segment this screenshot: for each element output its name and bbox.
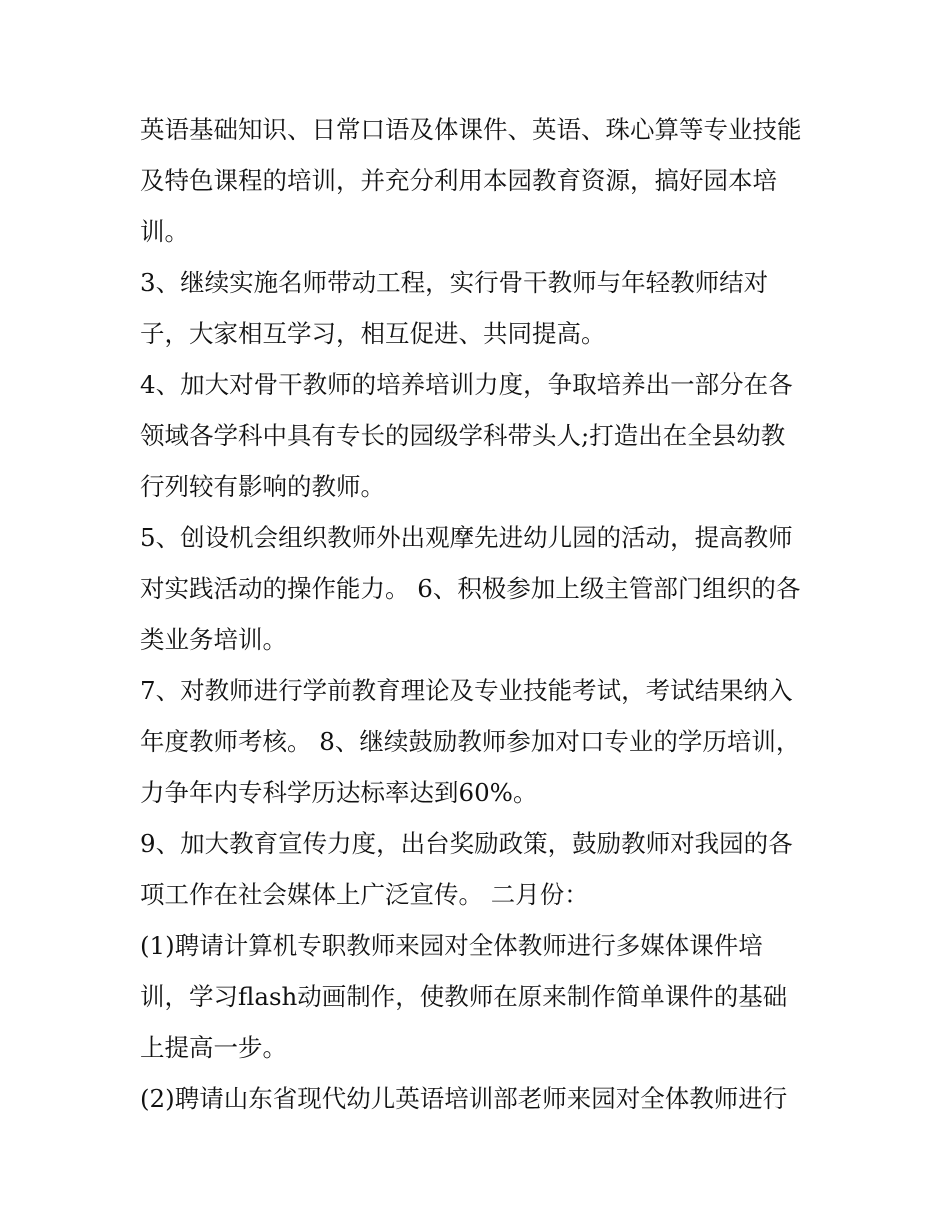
paragraph-february-2 bbox=[140, 1073, 820, 1124]
paragraph-item-3 bbox=[140, 257, 820, 359]
paragraph-item-9 bbox=[140, 818, 820, 920]
text-line: 4、加大对骨干教师的培养培训力度，争取培养出一部分在各 bbox=[140, 370, 793, 399]
text-line: 5、创设机会组织教师外出观摩先进幼儿园的活动，提高教师 bbox=[140, 523, 793, 552]
paragraph-item-7-8 bbox=[140, 665, 820, 818]
text-line: 英语基础知识、日常口语及体课件、英语、珠心算等专业技能 bbox=[140, 115, 802, 144]
text-line: 子，大家相互学习，相互促进、共同提高。 bbox=[140, 319, 606, 348]
text-line: 类业务培训。 bbox=[140, 625, 287, 654]
text-line: 7、对教师进行学前教育理论及专业技能考试，考试结果纳入 bbox=[140, 676, 793, 705]
text-line: 对实践活动的操作能力。 6、积极参加上级主管部门组织的各 bbox=[140, 574, 801, 603]
text-line: 行列较有影响的教师。 bbox=[140, 472, 385, 501]
paragraph-item-4 bbox=[140, 359, 820, 512]
text-line: 上提高一步。 bbox=[140, 1033, 287, 1062]
text-line: 训，学习flash动画制作，使教师在原来制作简单课件的基础 bbox=[140, 982, 788, 1011]
paragraph-february-1 bbox=[140, 920, 820, 1073]
text-line: (2)聘请山东省现代幼儿英语培训部老师来园对全体教师进行 bbox=[140, 1084, 788, 1113]
text-line: 3、继续实施名师带动工程，实行骨干教师与年轻教师结对 bbox=[140, 268, 769, 297]
text-line: 年度教师考核。 8、继续鼓励教师参加对口专业的学历培训， bbox=[140, 727, 801, 756]
paragraph-english-training bbox=[140, 104, 820, 257]
text-line: 项工作在社会媒体上广泛宣传。 二月份： bbox=[140, 880, 589, 909]
text-line: 领域各学科中具有专长的园级学科带头人;打造出在全县幼教 bbox=[140, 421, 786, 450]
text-line: 训。 bbox=[140, 217, 189, 246]
text-line: 及特色课程的培训，并充分利用本园教育资源，搞好园本培 bbox=[140, 166, 777, 195]
text-line: (1)聘请计算机专职教师来园对全体教师进行多媒体课件培 bbox=[140, 931, 763, 960]
text-line: 9、加大教育宣传力度，出台奖励政策，鼓励教师对我园的各 bbox=[140, 829, 793, 858]
paragraph-item-5-6 bbox=[140, 512, 820, 665]
document-body bbox=[140, 104, 820, 1124]
text-line: 力争年内专科学历达标率达到60%。 bbox=[140, 778, 538, 807]
